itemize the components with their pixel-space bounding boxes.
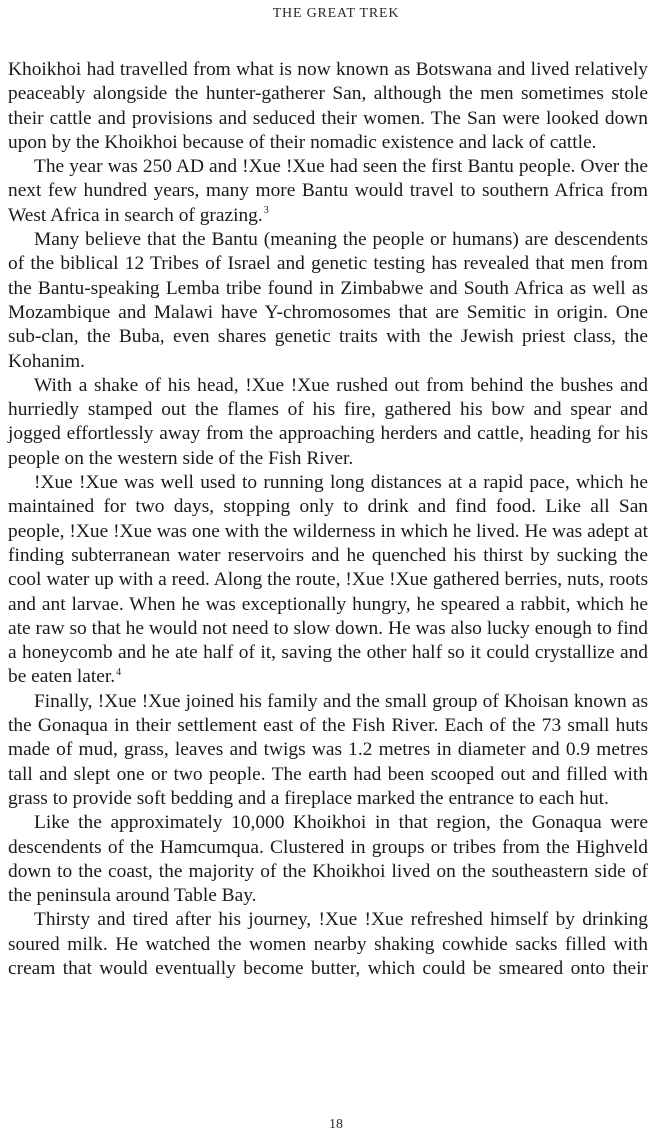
paragraph: [8, 58, 648, 155]
paragraph-text: The year was 250 AD and !Xue !Xue had seen the first Bantu people. Over the next few hundred years, many more Bantu would travel to southern Africa from West Africa in search of grazing.: [8, 156, 648, 226]
paragraph-text: With a shake of his head, !Xue !Xue rushed out from behind the bushes and hurriedly stamped out the flames of his fire, gathered his bow and spear and jogged effortlessly away from the approaching herders and cattle, heading for his people on the western side of the Fish River.: [8, 374, 648, 469]
running-head: THE GREAT TREK: [272, 6, 400, 21]
paragraph-text: Many believe that the Bantu (meaning the people or humans) are descendents of the biblical 12 Tribes of Israel and genetic testing has revealed that men from the Bantu-speaking Lemba tribe found in Zimbabwe and South Africa as well as Mozambique and Malawi have Y-chromosomes that are Semitic in origin. One sub-clan, the Buba, even shares genetic traits with the Jewish priest class, the Kohanim.: [8, 229, 648, 372]
paragraph: [8, 908, 648, 981]
paragraph-text: Khoikhoi had travelled from what is now known as Botswana and lived relatively peaceably alongside the hunter-gatherer San, although the men sometimes stole their cattle and provisions and seduced their women. The San were looked down upon by the Khoikhoi because of their nomadic existence and lack of cattle.: [8, 59, 648, 153]
paragraph: [8, 228, 648, 374]
footnote-marker: 4: [116, 666, 122, 678]
footnote-marker: 3: [263, 205, 269, 217]
paragraph: [8, 690, 648, 811]
paragraph: [8, 155, 648, 228]
paragraph-text: Thirsty and tired after his journey, !Xue !Xue refreshed himself by drinking soured milk. He watched the women nearby shaking cowhide sacks filled with cream that would eventually become butter, which could be smeared onto their: [8, 909, 648, 979]
paragraph-text: Finally, !Xue !Xue joined his family and the small group of Khoisan known as the Gonaqua in their settlement east of the Fish River. Each of the 73 small huts made of mud, grass, leaves and twigs was 1.2 metres in diameter and 0.9 metres tall and slept one or two people. The earth had been scooped out and filled with grass to provide soft bedding and a fireplace marked the entrance to each hut.: [8, 690, 648, 809]
paragraph-text: !Xue !Xue was well used to running long distances at a rapid pace, which he maintained for two days, stopping only to drink and find food. Like all San people, !Xue !Xue was one with the wilderness in which he lived. He was adept at finding subterranean water reservoirs and he quenched his thirst by sucking the cool water up with a reed. Along the route, !Xue !Xue gathered berries, nuts, roots and ant larvae. When he was exceptionally hungry, he speared a rabbit, which he ate raw so that he would not need to slow down. He was also lucky enough to find a honeycomb and he ate half of it, saving the other half so it could crystallize and be eaten later.: [8, 472, 648, 688]
paragraph: [8, 811, 648, 908]
paragraph: [8, 471, 648, 690]
paragraph: [8, 374, 648, 471]
paragraph-text: Like the approximately 10,000 Khoikhoi in that region, the Gonaqua were descendents of the Hamcumqua. Clustered in groups or tribes from the Highveld down to the coast, the majority of the Khoikhoi lived on the southeastern side of the peninsula around Table Bay.: [8, 812, 648, 907]
body-text: [8, 58, 648, 981]
page-number: 18: [329, 1117, 343, 1132]
